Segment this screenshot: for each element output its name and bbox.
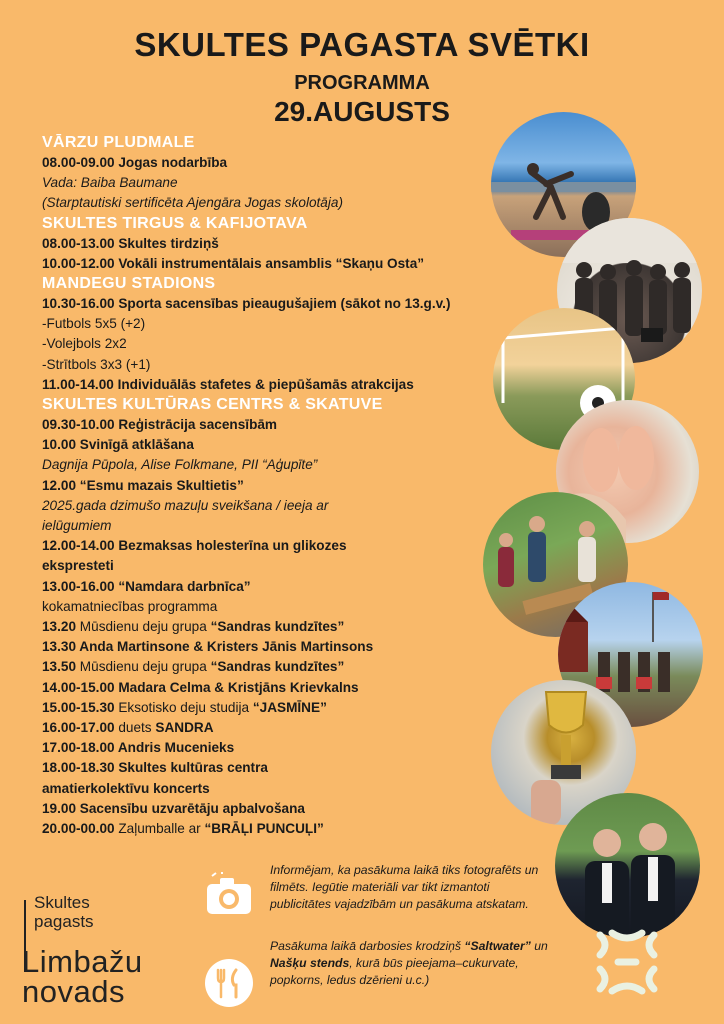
program-note: Vada: Baiba Baumane [42, 175, 178, 191]
event-date: 29.AUGUSTS [274, 96, 450, 127]
program-item: 19.00 Sacensību uzvarētāju apbalvošana [42, 800, 305, 816]
page-title: SKULTES PAGASTA SVĒTKI [134, 26, 590, 63]
program-note: Dagnija Pūpola, Alise Folkmane, PII “Aģupīte” [42, 457, 318, 473]
program-item: 10.30-16.00 Sporta sacensības pieaugušajiem (sākot no 13.g.v.) [42, 296, 451, 312]
program-item: 10.00-12.00 Vokāli instrumentālais ansamblis “Skaņu Osta” [42, 255, 425, 271]
program-item: 08.00-09.00 Jogas nodarbība [42, 155, 228, 170]
program-item: 08.00-13.00 Skultes tirdziņš [42, 235, 219, 251]
food-text: Pasākuma laikā darbosies krodziņš [270, 939, 465, 953]
logo-pagasts [34, 893, 94, 931]
item-performer: “BRĀĻI PUNCUĻI” [204, 821, 324, 837]
program-item: 13.30 Anda Martinsone & Kristers Jānis Martinsons [42, 639, 374, 655]
logo-line1: Skultes [34, 893, 90, 912]
item-performer: “Sandras kundzītes” [210, 619, 345, 635]
program-subitem: -Volejbols 2x2 [42, 336, 127, 352]
item-time: 20.00-00.00 [42, 821, 115, 837]
program-item: 18.00-18.30 Skultes kultūras centra amatierkolektīvu koncerts [42, 760, 268, 796]
program-item: 09.30-10.00 Reģistrācija sacensībām [42, 417, 278, 433]
logo-line2: pagasts [34, 912, 94, 931]
program-subitem: -Strītbols 3x3 (+1) [42, 356, 151, 372]
section-tirgus: SKULTES TIRGUS & KAFIJOTAVA [42, 214, 308, 232]
program-item [42, 819, 502, 839]
program-item: 10.00 Svinīgā atklāšana [42, 437, 194, 453]
program-item [42, 617, 502, 637]
program-note: kokamatniecības programma [42, 598, 218, 614]
program-item [42, 698, 502, 718]
item-text: Mūsdienu deju grupa [76, 619, 211, 635]
program-item [42, 657, 502, 677]
fork-knife-icon [204, 958, 254, 1008]
program-note: 2025.gada dzimušo mazuļu sveikšana / ieeja ar ielūgumiem [42, 497, 329, 534]
program-item: 12.00 “Esmu mazais Skultietis” [42, 477, 244, 493]
item-text: Mūsdienu deju grupa [76, 659, 211, 675]
page-subtitle: PROGRAMMA [294, 72, 430, 94]
program-subitem: -Futbols 5x5 (+2) [42, 316, 146, 332]
item-performer: SANDRA [155, 720, 214, 736]
section-varzu: VĀRZU PLUDMALE [42, 134, 195, 151]
program-item: 11.00-14.00 Individuālās stafetes & piepūšamās atrakcijas [42, 376, 414, 392]
logo-line4: novads [22, 974, 125, 1009]
photo-notice: Informējam, ka pasākuma laikā tiks fotografēts un filmēts. Iegūtie materiāli var tikt izmantoti publicitātes vajadzībām un pasākuma atskatam. [270, 863, 539, 911]
item-text: Zaļumballe ar [114, 821, 205, 837]
item-text: Eksotisko deju studija [114, 699, 253, 715]
food-text: , kurā būs pieejama–cukurvate, popkorns, ledus dzērieni u.c.) [270, 956, 519, 987]
food-vendor: Našķu stends [270, 956, 350, 970]
logo-novads [22, 944, 143, 1009]
camera-icon [204, 872, 254, 922]
logo-line3: Limbažu [22, 944, 143, 979]
program-note: (Starptautiski sertificēta Ajengāra Jogas skolotāja) [42, 195, 343, 211]
program-list [42, 133, 502, 839]
pattern-logo-icon [590, 925, 664, 999]
item-time: 13.20 [42, 619, 77, 635]
food-vendor: “Saltwater” [464, 939, 531, 953]
item-time: 13.50 [42, 659, 77, 675]
program-item: 13.00-16.00 “Namdara darbnīca” [42, 578, 251, 594]
section-stadions: MANDEGU STADIONS [42, 275, 216, 293]
item-time: 15.00-15.30 [42, 699, 115, 715]
program-item: 12.00-14.00 Bezmaksas holesterīna un glikozes ekspresteti [42, 538, 347, 574]
food-text: un [530, 939, 548, 953]
item-text: duets [114, 720, 156, 736]
program-item: 17.00-18.00 Andris Mucenieks [42, 740, 235, 756]
program-item: 14.00-15.00 Madara Celma & Kristjāns Krievkalns [42, 679, 359, 695]
item-performer: “JASMĪNE” [252, 699, 327, 715]
program-item [42, 718, 502, 738]
food-notice [270, 938, 550, 989]
performers-photo [555, 793, 700, 938]
item-time: 16.00-17.00 [42, 720, 115, 736]
section-kulturas-centrs: SKULTES KULTŪRAS CENTRS & SKATUVE [42, 396, 383, 414]
item-performer: “Sandras kundzītes” [210, 659, 345, 675]
